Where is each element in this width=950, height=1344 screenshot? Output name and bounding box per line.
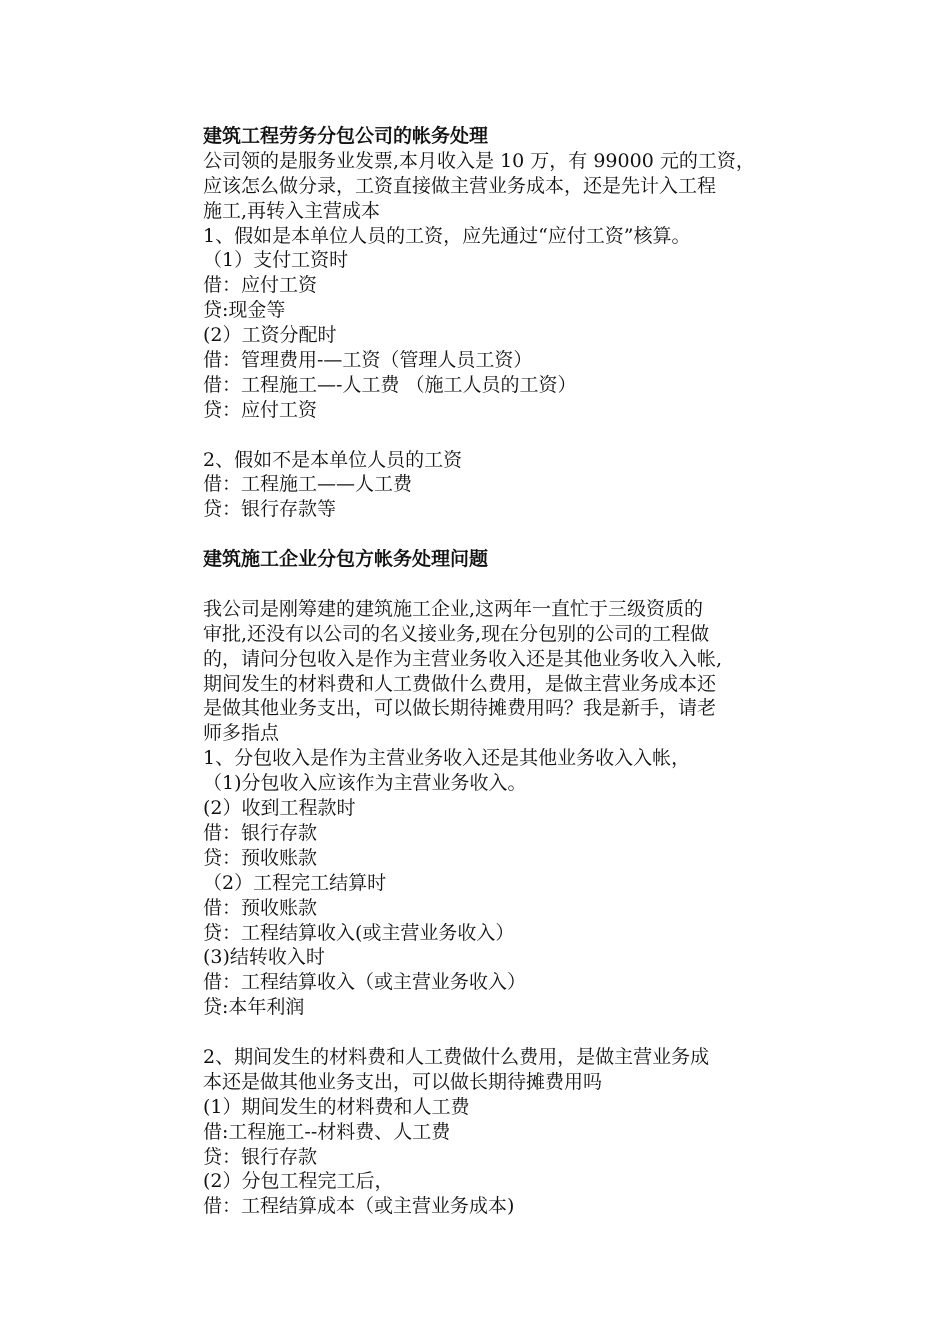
text-line: 的，请问分包收入是作为主营业务收入还是其他业务收入入帐, — [203, 647, 723, 670]
text-line: 2、期间发生的材料费和人工费做什么费用，是做主营业务成 — [203, 1045, 710, 1068]
text-line: 贷：预收账款 — [203, 846, 318, 869]
text-line: (2）收到工程款时 — [203, 797, 356, 820]
text-line: (2）工资分配时 — [203, 324, 337, 347]
text-line: 贷:现金等 — [203, 299, 286, 322]
text-line: 期间发生的材料费和人工费做什么费用，是做主营业务成本还 — [203, 672, 717, 695]
text-line: 施工,再转入主营成本 — [203, 199, 381, 222]
text-line: 1、假如是本单位人员的工资，应先通过“应付工资”核算。 — [203, 224, 691, 247]
text-line: 借：工程结算成本（或主营业务成本) — [203, 1195, 515, 1218]
blank-line — [203, 1020, 823, 1045]
text-line: 公司领的是服务业发票,本月收入是 10 万，有 99000 元的工资， — [203, 149, 755, 172]
text-line: 贷：应付工资 — [203, 398, 318, 421]
text-line: 借：应付工资 — [203, 274, 318, 297]
text-line: 我公司是刚筹建的建筑施工企业,这两年一直忙于三级资质的 — [203, 597, 704, 620]
text-line: (3)结转收入时 — [203, 946, 325, 969]
text-line: (1）期间发生的材料费和人工费 — [203, 1095, 470, 1118]
section-body — [203, 597, 823, 1020]
text-line: 1、分包收入是作为主营业务收入还是其他业务收入入帐， — [203, 747, 691, 770]
text-line: （1)分包收入应该作为主营业务收入。 — [203, 772, 527, 795]
text-line: 2、假如不是本单位人员的工资 — [203, 448, 463, 471]
document-page — [203, 124, 823, 1219]
section-title: 建筑施工企业分包方帐务处理问题 — [203, 548, 489, 571]
text-line: (2）分包工程完工后， — [203, 1170, 394, 1193]
section-body — [203, 149, 823, 423]
text-line: 师多指点 — [203, 722, 280, 745]
section-title: 建筑工程劳务分包公司的帐务处理 — [203, 125, 489, 147]
section-body — [203, 448, 823, 523]
text-line: 借:工程施工--材料费、人工费 — [203, 1120, 451, 1143]
text-line: 借：管理费用-—工资（管理人员工资） — [203, 349, 533, 372]
text-line: 借：工程施工——人工费 — [203, 473, 413, 496]
text-line: 借：预收账款 — [203, 896, 318, 919]
text-line: （1）支付工资时 — [203, 249, 349, 272]
text-line: 审批,还没有以公司的名义接业务,现在分包别的公司的工程做 — [203, 622, 710, 645]
text-line: 是做其他业务支出，可以做长期待摊费用吗？我是新手，请老 — [203, 697, 717, 720]
blank-line — [203, 522, 823, 547]
text-line: 贷：工程结算收入(或主营业务收入） — [203, 921, 515, 944]
blank-line — [203, 572, 823, 597]
text-line: 贷:本年利润 — [203, 996, 305, 1019]
text-line: 借：银行存款 — [203, 821, 318, 844]
text-line: （2）工程完工结算时 — [203, 871, 387, 894]
text-line: 应该怎么做分录，工资直接做主营业务成本，还是先计入工程 — [203, 174, 717, 197]
blank-line — [203, 423, 823, 448]
text-line: 贷：银行存款 — [203, 1145, 318, 1168]
text-line: 贷：银行存款等 — [203, 498, 337, 521]
section-body — [203, 1045, 823, 1219]
text-line: 借：工程施工—-人工费 （施工人员的工资） — [203, 373, 577, 396]
text-line: 本还是做其他业务支出，可以做长期待摊费用吗 — [203, 1070, 603, 1093]
text-line: 借：工程结算收入（或主营业务收入） — [203, 971, 527, 994]
